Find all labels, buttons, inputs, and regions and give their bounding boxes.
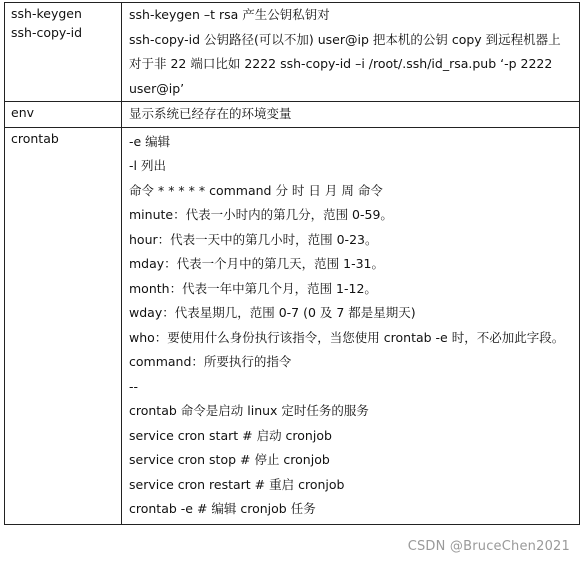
table-row-ssh: [5, 3, 580, 102]
description-line: crontab -e # 编辑 cronjob 任务: [129, 501, 316, 516]
description-line: who：要使用什么身份执行该指令，当您使用 crontab -e 时，不必加此字段。: [129, 329, 565, 345]
command-table: [4, 2, 580, 525]
command-name-cell: [5, 127, 122, 524]
description-line: -l 列出: [129, 158, 166, 173]
description-line: hour：代表一天中的第几小时，范围 0-23。: [129, 231, 378, 247]
watermark: CSDN @BruceChen2021: [407, 539, 570, 554]
command-name: env: [11, 105, 35, 120]
table-row-crontab: [5, 127, 580, 524]
description-line: -e 编辑: [129, 133, 171, 149]
description-line: ssh-keygen –t rsa 产生公钥私钥对: [129, 7, 330, 22]
command-name: crontab: [11, 130, 59, 146]
description-line: mday：代表一个月中的第几天，范围 1-31。: [129, 256, 385, 271]
description-line: wday：代表星期几，范围 0-7 (0 及 7 都是星期天): [129, 305, 416, 320]
command-name: ssh-keygen: [11, 6, 82, 21]
description-line: month：代表一年中第几个月，范围 1-12。: [129, 280, 377, 296]
description-line: service cron restart # 重启 cronjob: [129, 476, 345, 492]
description-line: 显示系统已经存在的环境变量: [129, 106, 292, 121]
description-line: --: [129, 378, 139, 394]
command-description-cell: [122, 3, 580, 102]
command-name: ssh-copy-id: [11, 25, 83, 40]
description-line: crontab 命令是启动 linux 定时任务的服务: [129, 403, 369, 418]
command-name-cell: [5, 3, 122, 102]
description-line: service cron start # 启动 cronjob: [129, 427, 332, 443]
table-row-env: [5, 102, 580, 128]
description-line: ssh-copy-id 公钥路径(可以不加) user@ip 把本机的公钥 copy 到远程机器上: [129, 31, 561, 47]
command-description-cell: [122, 102, 580, 128]
description-line: 命令 * * * * * command 分 时 日 月 周 命令: [129, 182, 383, 198]
command-description-cell: [122, 127, 580, 524]
description-line: command：所要执行的指令: [129, 354, 292, 369]
command-name-cell: [5, 102, 122, 128]
description-line: minute：代表一小时内的第几分，范围 0-59。: [129, 207, 393, 222]
description-line: 对于非 22 端口比如 2222 ssh-copy-id –i /root/.ssh/id_rsa.pub ‘-p 2222 user@ip’: [129, 56, 553, 96]
description-line: service cron stop # 停止 cronjob: [129, 452, 330, 467]
